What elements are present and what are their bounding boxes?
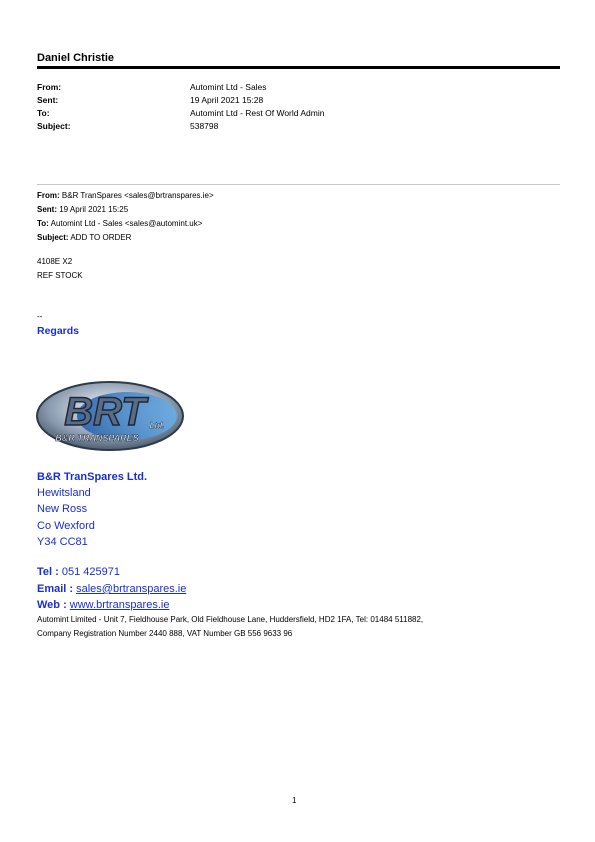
header-divider	[37, 66, 560, 69]
sig-address-2: New Ross	[37, 503, 88, 515]
web-link[interactable]: www.brtranspares.ie	[69, 599, 170, 611]
brt-logo	[35, 378, 185, 452]
subject-value: 538798	[190, 121, 219, 131]
logo-ltd-text: Ltd.	[149, 421, 165, 430]
footer-registration: Company Registration Number 2440 888, VAT Number GB 556 9633 96	[37, 629, 293, 638]
from-value: Automint Ltd - Sales	[190, 82, 267, 92]
tel-line	[37, 566, 120, 578]
footer-address: Automint Limited - Unit 7, Fieldhouse Park, Old Fieldhouse Lane, Huddersfield, HD2 1FA, Tel: 01484 511882,	[37, 615, 424, 624]
from-label: From:	[37, 82, 62, 92]
signature-separator: --	[37, 312, 43, 321]
fw-to-value: Automint Ltd - Sales <sales@automint.uk>	[50, 219, 203, 228]
sig-address-1: Hewitsland	[37, 487, 91, 499]
sig-address-4: Y34 CC81	[37, 536, 88, 548]
fw-to-line	[37, 219, 202, 228]
subject-label: Subject:	[37, 121, 71, 131]
to-value: Automint Ltd - Rest Of World Admin	[190, 108, 325, 118]
fw-sent-line	[37, 205, 128, 214]
body-line-2: REF STOCK	[37, 271, 83, 280]
fw-sent-value: 19 April 2021 15:25	[59, 205, 129, 214]
fw-from-value: B&R TranSpares <sales@brtranspares.ie>	[61, 191, 214, 200]
sent-value: 19 April 2021 15:28	[190, 95, 264, 105]
body-line-1: 4108E X2	[37, 257, 73, 266]
sig-company: B&R TranSpares Ltd.	[37, 471, 148, 483]
forward-divider	[37, 184, 560, 185]
email-link[interactable]: sales@brtranspares.ie	[76, 583, 187, 595]
tel-value: 051 425971	[61, 566, 120, 578]
sig-address-3: Co Wexford	[37, 520, 95, 532]
fw-subject-value: ADD TO ORDER	[70, 233, 132, 242]
logo-banner-text: B&R TRANSPARES	[55, 433, 139, 443]
fw-sent-label: Sent:	[37, 205, 57, 214]
sender-name: Daniel Christie	[37, 52, 115, 64]
sent-label: Sent:	[37, 95, 59, 105]
email-line	[37, 583, 186, 595]
email-label: Email :	[37, 583, 77, 595]
fw-to-label: To:	[37, 219, 49, 228]
to-label: To:	[37, 108, 50, 118]
fw-subject-label: Subject:	[37, 233, 69, 242]
regards-text: Regards	[37, 325, 80, 337]
page-number: 1	[292, 796, 297, 805]
fw-from-label: From:	[37, 191, 60, 200]
fw-subject-line	[37, 233, 131, 242]
tel-label: Tel :	[37, 566, 62, 578]
logo-main-text: BRT	[64, 390, 146, 434]
web-line	[37, 599, 169, 611]
fw-from-line	[37, 191, 214, 200]
web-label: Web :	[37, 599, 70, 611]
